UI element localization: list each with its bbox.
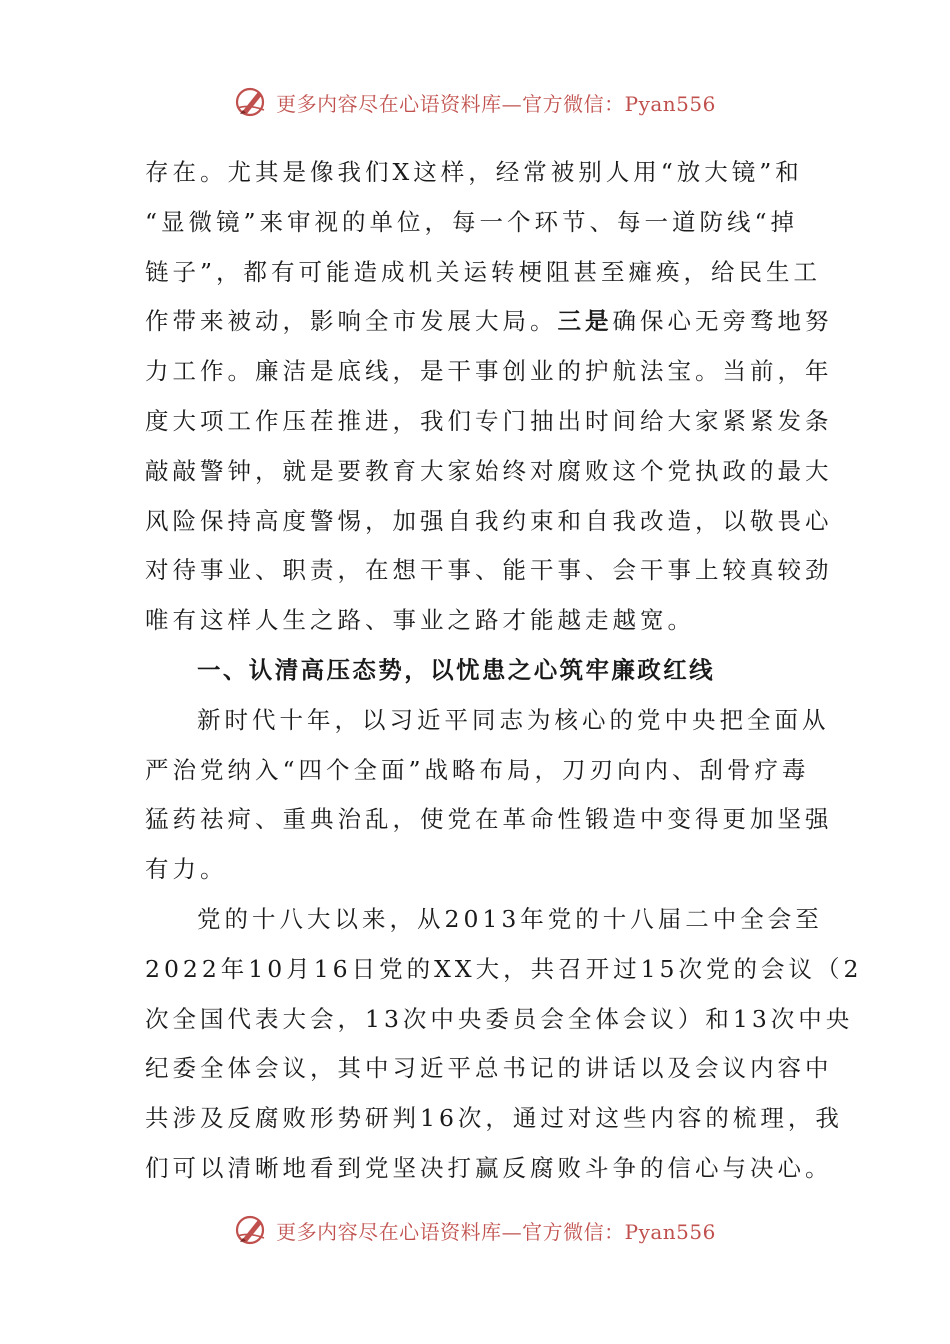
text-line: 存在。尤其是像我们X这样，经常被别人用“放大镜”和 [145,158,803,186]
text-line: 风险保持高度警惕，加强自我约束和自我改造，以敬畏心 [145,506,833,535]
bold-keyword: 三是 [557,307,613,336]
text-line: 新时代十年，以习近平同志为核心的党中央把全面从 [197,705,830,734]
text-line: 度大项工作压茬推进，我们专门抽出时间给大家紧紧发条 [145,406,833,435]
watermark-text: 更多内容尽在心语资料库—官方微信：Pyan556 [276,91,716,116]
text-line: 猛药祛疴、重典治乱，使党在革命性锻造中变得更加坚强 [145,805,833,834]
text-line: 力工作。廉洁是底线，是干事创业的护航法宝。当前，年 [145,357,833,386]
section-heading: 一、认清高压态势，以忧患之心筑牢廉政红线 [197,655,715,684]
text-line: 共涉及反腐败形势研判16次，通过对这些内容的梳理，我 [145,1104,843,1133]
text-segment: 确保心无旁骛地努 [612,307,833,336]
text-line: 们可以清晰地看到党坚决打赢反腐败斗争的信心与决心。 [145,1153,833,1182]
text-line: “显微镜”来审视的单位，每一个环节、每一道防线“掉 [145,207,799,236]
text-line: 有力。 [145,855,228,884]
pen-logo-icon [234,84,270,120]
text-segment: 作带来被动，影响全市发展大局。 [145,307,558,336]
footer-watermark [0,1210,950,1250]
text-line: 严治党纳入“四个全面”战略布局，刀刃向内、刮骨疗毒 [145,755,810,784]
document-body [145,148,863,1194]
text-line: 次全国代表大会，13次中央委员会全体会议）和13次中央 [145,1004,854,1033]
text-line: 对待事业、职责，在想干事、能干事、会干事上较真较劲 [145,556,833,585]
pen-logo-icon [234,1212,270,1248]
text-line: 链子”，都有可能造成机关运转梗阻甚至瘫痪，给民生工 [145,257,822,286]
text-line: 纪委全体会议，其中习近平总书记的讲话以及会议内容中 [145,1054,833,1083]
watermark-text: 更多内容尽在心语资料库—官方微信：Pyan556 [276,1219,716,1244]
text-line [145,297,833,347]
text-line: 2022年10月16日党的XX大，共召开过15次党的会议（2 [145,954,863,983]
header-watermark [0,82,950,122]
text-line: 党的十八大以来，从2013年党的十八届二中全会至 [197,904,823,933]
text-line: 唯有这样人生之路、事业之路才能越走越宽。 [145,606,695,635]
text-line: 敲敲警钟，就是要教育大家始终对腐败这个党执政的最大 [145,456,833,485]
